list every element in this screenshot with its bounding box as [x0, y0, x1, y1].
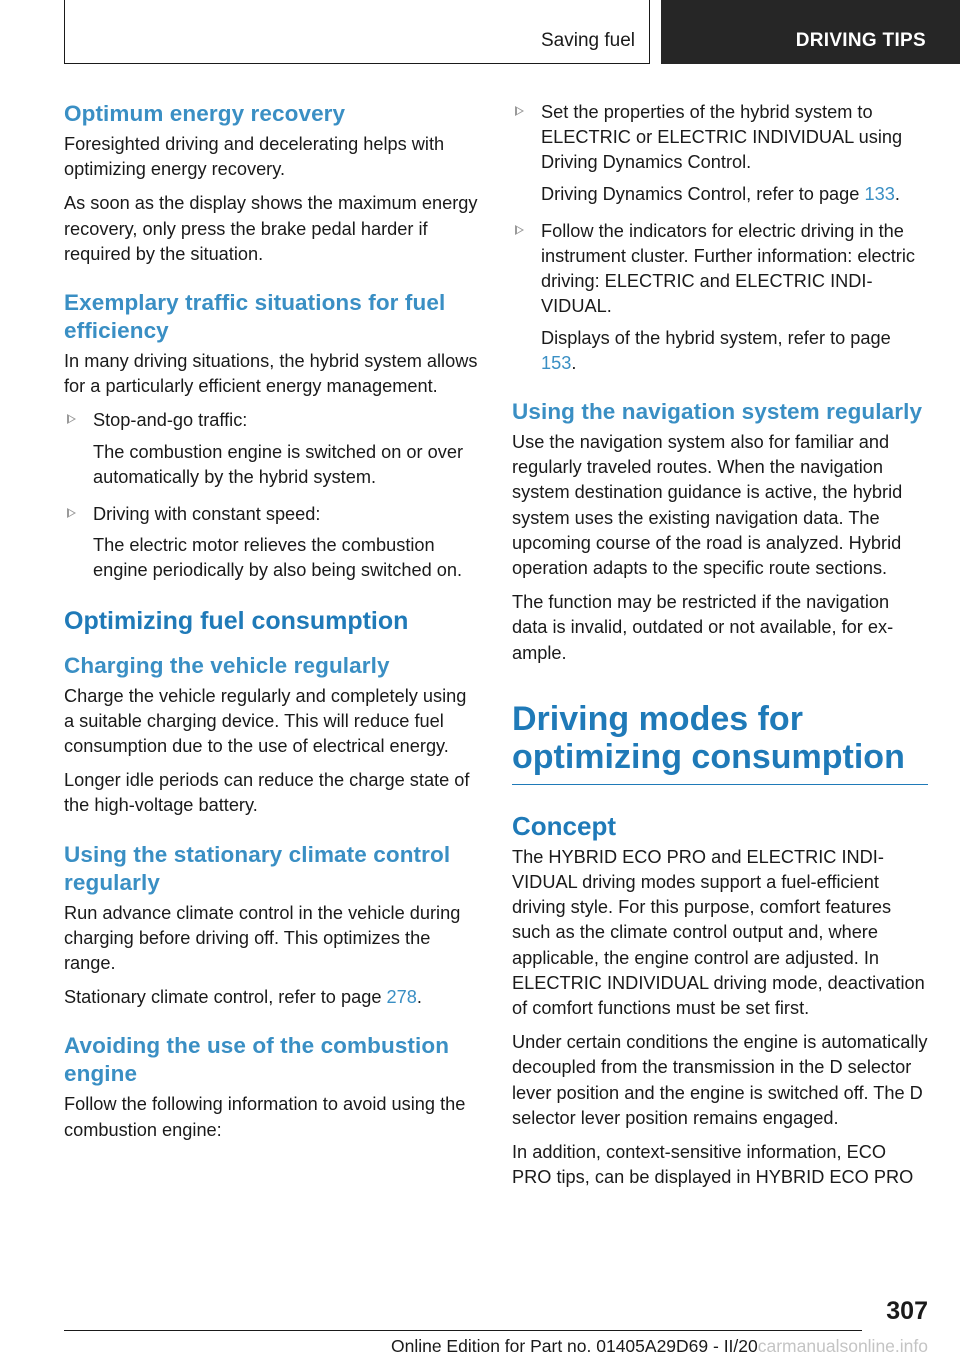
paragraph: Use the navigation system also for familiar and regularly traveled routes. When the navigation system destination guidance is active, the hybrid system uses the existing navigation data. The upcoming course of the road is analyzed. Hybrid operation adapts to the specific route sections. — [512, 432, 903, 579]
footer-edition — [391, 1336, 928, 1357]
paragraph: The HYBRID ECO PRO and ELECTRIC INDIVIDUAL driving modes support a fuel-efficient driving style. For this purpose, comfort features such as the climate control output and, where applicable, the engine control are adjusted. In ELECTRIC INDIVIDUAL driving mode, deactivation of comfort functions must be set first. — [512, 846, 925, 1019]
page-link[interactable]: 133 — [864, 183, 895, 204]
header-chapter-title: DRIVING TIPS — [795, 30, 926, 51]
left-column — [64, 100, 480, 1152]
heading-driving-modes: Driving modes for optimizing consumption — [512, 700, 928, 785]
triangle-bullet-icon — [67, 508, 76, 518]
page-number: 307 — [886, 1297, 928, 1325]
paragraph: Longer idle periods can reduce the charge state of the high-voltage battery. — [64, 770, 470, 816]
list-item — [64, 502, 480, 584]
heading-avoid-combustion: Avoiding the use of the combustion engine — [64, 1033, 450, 1087]
paragraph: In addition, context-sensitive information, ECO PRO tips, can be displayed in HYBRID ECO PRO — [512, 1142, 914, 1188]
edition-text: Online Edition for Part no. 01405A29D69 - II/20 — [390, 1336, 758, 1356]
triangle-bullet-icon — [67, 414, 76, 424]
triangle-bullet-icon — [515, 225, 524, 235]
list-item — [64, 408, 480, 490]
heading-navigation: Using the navigation system regularly — [512, 399, 923, 425]
header-chapter-tab — [661, 0, 960, 64]
list-item-label: Driving with constant speed: — [93, 504, 321, 525]
bullet-list — [512, 100, 928, 376]
list-item — [512, 100, 928, 207]
heading-charging: Charging the vehicle regularly — [64, 652, 390, 678]
bullet-list — [64, 408, 480, 583]
heading-climate-control: Using the stationary climate control regularly — [64, 841, 451, 895]
paragraph: The function may be restricted if the navigation data is invalid, outdated or not available, for example. — [512, 592, 894, 663]
watermark: carmanualsonline.info — [757, 1336, 928, 1356]
page-link[interactable]: 153 — [541, 352, 572, 373]
list-item-text: Set the properties of the hybrid system to ELECTRIC or ELECTRIC INDIVIDUAL using Driving Dynamics Control. — [541, 102, 903, 173]
triangle-bullet-icon — [515, 106, 524, 116]
paragraph: In many driving situations, the hybrid system allows for a particularly efficient energy management. — [64, 351, 478, 397]
list-item-label: Stop-and-go traffic: — [93, 410, 248, 431]
list-item — [512, 219, 928, 376]
heading-optimizing-fuel: Optimizing fuel consumption — [64, 606, 409, 635]
heading-traffic-situations: Exemplary traffic situations for fuel efficiency — [64, 290, 446, 344]
footer-divider — [64, 1330, 862, 1331]
paragraph: Charge the vehicle regularly and completely using a suitable charging device. This will reduce fuel consumption due to the use of electrical energy. — [64, 685, 467, 757]
heading-energy-recovery: Optimum energy recovery — [64, 101, 346, 126]
header-section-title: Saving fuel — [540, 30, 635, 51]
right-column — [512, 100, 928, 1200]
paragraph: Run advance climate control in the vehicle during charging before driving off. This optimizes the range. — [64, 902, 461, 974]
page-reference: Driving Dynamics Control, refer to page 133. — [541, 183, 900, 204]
paragraph: Under certain conditions the engine is automatically decoupled from the transmission in the D selector lever position and the engine is switched off. The D selector lever position remains engaged. — [512, 1032, 928, 1128]
list-item-text: The electric motor relieves the combustion engine periodically by also being switched on. — [93, 535, 463, 581]
page-link[interactable]: 278 — [386, 987, 417, 1008]
paragraph: Foresighted driving and decelerating helps with optimizing energy recovery. — [64, 134, 445, 180]
page-reference: Stationary climate control, refer to page 278. — [64, 987, 422, 1008]
paragraph: As soon as the display shows the maximum energy recovery, only press the brake pedal harder if required by the situation. — [64, 193, 478, 264]
page-reference: Displays of the hybrid system, refer to page 153. — [541, 327, 891, 373]
paragraph: Follow the following information to avoid using the combustion engine: — [64, 1094, 466, 1140]
heading-concept: Concept — [512, 810, 616, 841]
header-section-box — [64, 0, 650, 64]
list-item-text: Follow the indicators for electric driving in the instrument cluster. Further information: electric driving: ELECTRIC and ELECTRIC INDIVIDUAL. — [541, 220, 915, 317]
list-item-text: The combustion engine is switched on or over automatically by the hybrid system. — [93, 441, 464, 487]
